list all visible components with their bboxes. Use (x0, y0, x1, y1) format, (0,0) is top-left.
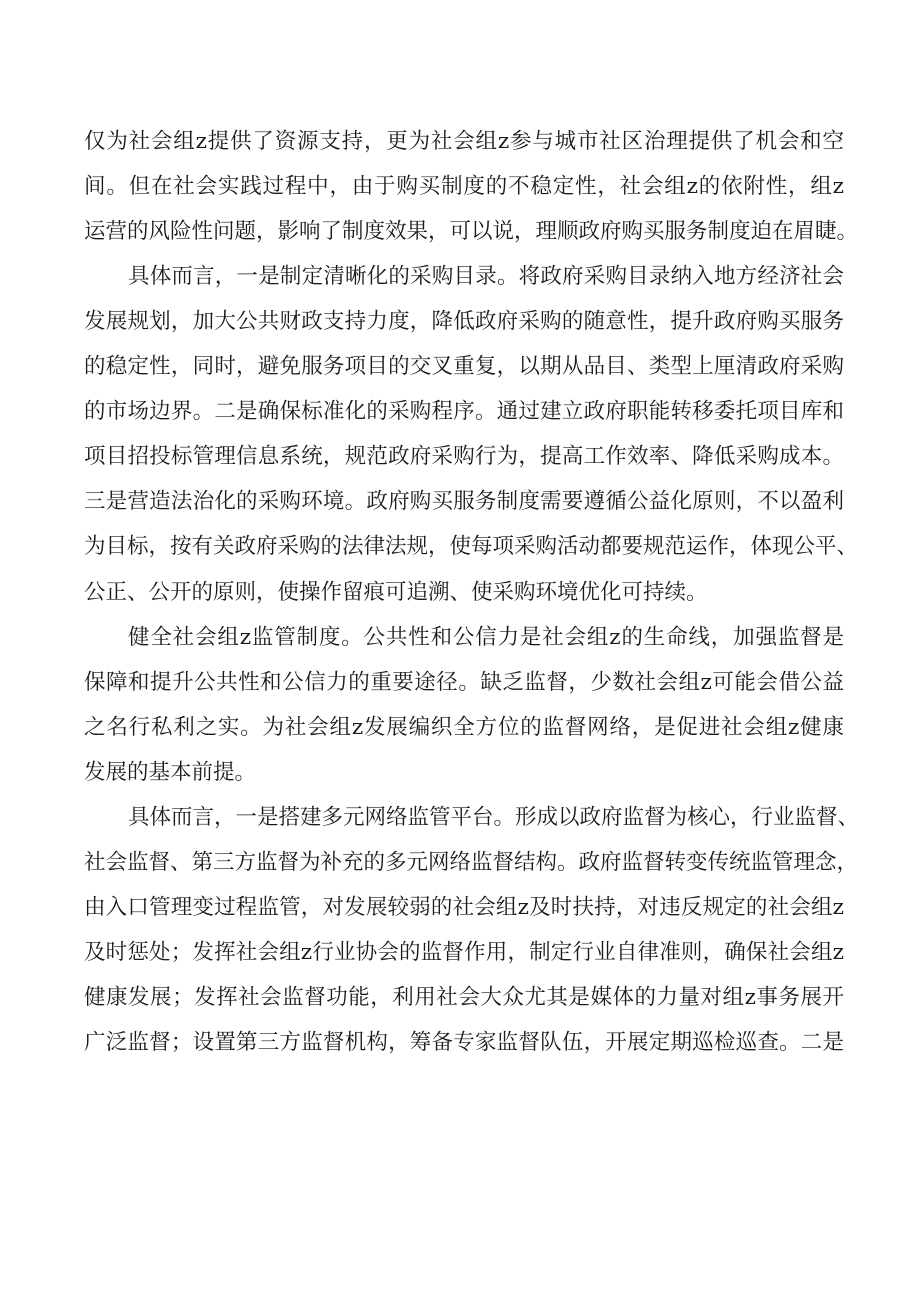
text-line: 运营的风险性问题，影响了制度效果，可以说，理顺政府购买服务制度迫在眉睫。 (84, 219, 859, 245)
text-line: 广泛监督；设置第三方监督机构，筹备专家监督队伍，开展定期巡检巡查。二是 (84, 1030, 844, 1055)
text-line: 发展的基本前提。 (84, 759, 257, 785)
text-line: 项目招投标管理信息系统，规范政府采购行为，提高工作效率、降低采购成本。 (84, 444, 844, 470)
text-line: 社会监督、第三方监督为补充的多元网络监督结构。政府监督转变传统监管理念， (84, 849, 859, 875)
text-line: 之名行私利之实。为社会组z发展编织全方位的监督网络，是促进社会组z健康 (84, 714, 844, 740)
text-line: 三是营造法治化的采购环境。政府购买服务制度需要遵循公益化原则，不以盈利 (84, 489, 844, 515)
text-line: 健全社会组z监管制度。公共性和公信力是社会组z的生命线，加强监督是 (128, 624, 844, 650)
text-line: 的稳定性，同时，避免服务项目的交叉重复，以期从品目、类型上厘清政府采购 (84, 354, 844, 380)
text-line: 由入口管理变过程监管，对发展较弱的社会组z及时扶持，对违反规定的社会组z (84, 894, 844, 920)
text-line: 保障和提升公共性和公信力的重要途径。缺乏监督，少数社会组z可能会借公益 (84, 669, 844, 695)
text-line: 为目标，按有关政府采购的法律法规，使每项采购活动都要规范运作，体现公平、 (84, 534, 859, 560)
text-line: 发展规划，加大公共财政支持力度，降低政府采购的随意性，提升政府购买服务 (84, 309, 844, 335)
text-line: 及时惩处；发挥社会组z行业协会的监督作用，制定行业自律准则，确保社会组z (84, 939, 844, 965)
text-line: 仅为社会组z提供了资源支持，更为社会组z参与城市社区治理提供了机会和空 (84, 129, 844, 154)
text-line: 具体而言，一是搭建多元网络监管平台。形成以政府监督为核心，行业监督、 (128, 804, 860, 830)
text-line: 健康发展；发挥社会监督功能，利用社会大众尤其是媒体的力量对组z事务展开 (84, 984, 844, 1010)
text-line: 公正、公开的原则，使操作留痕可追溯、使采购环境优化可持续。 (84, 579, 708, 605)
text-line: 具体而言，一是制定清晰化的采购目录。将政府采购目录纳入地方经济社会 (128, 264, 844, 290)
text-line: 的市场边界。二是确保标准化的采购程序。通过建立政府职能转移委托项目库和 (84, 399, 844, 425)
text-line: 间。但在社会实践过程中，由于购买制度的不稳定性，社会组z的依附性，组z (84, 174, 844, 200)
